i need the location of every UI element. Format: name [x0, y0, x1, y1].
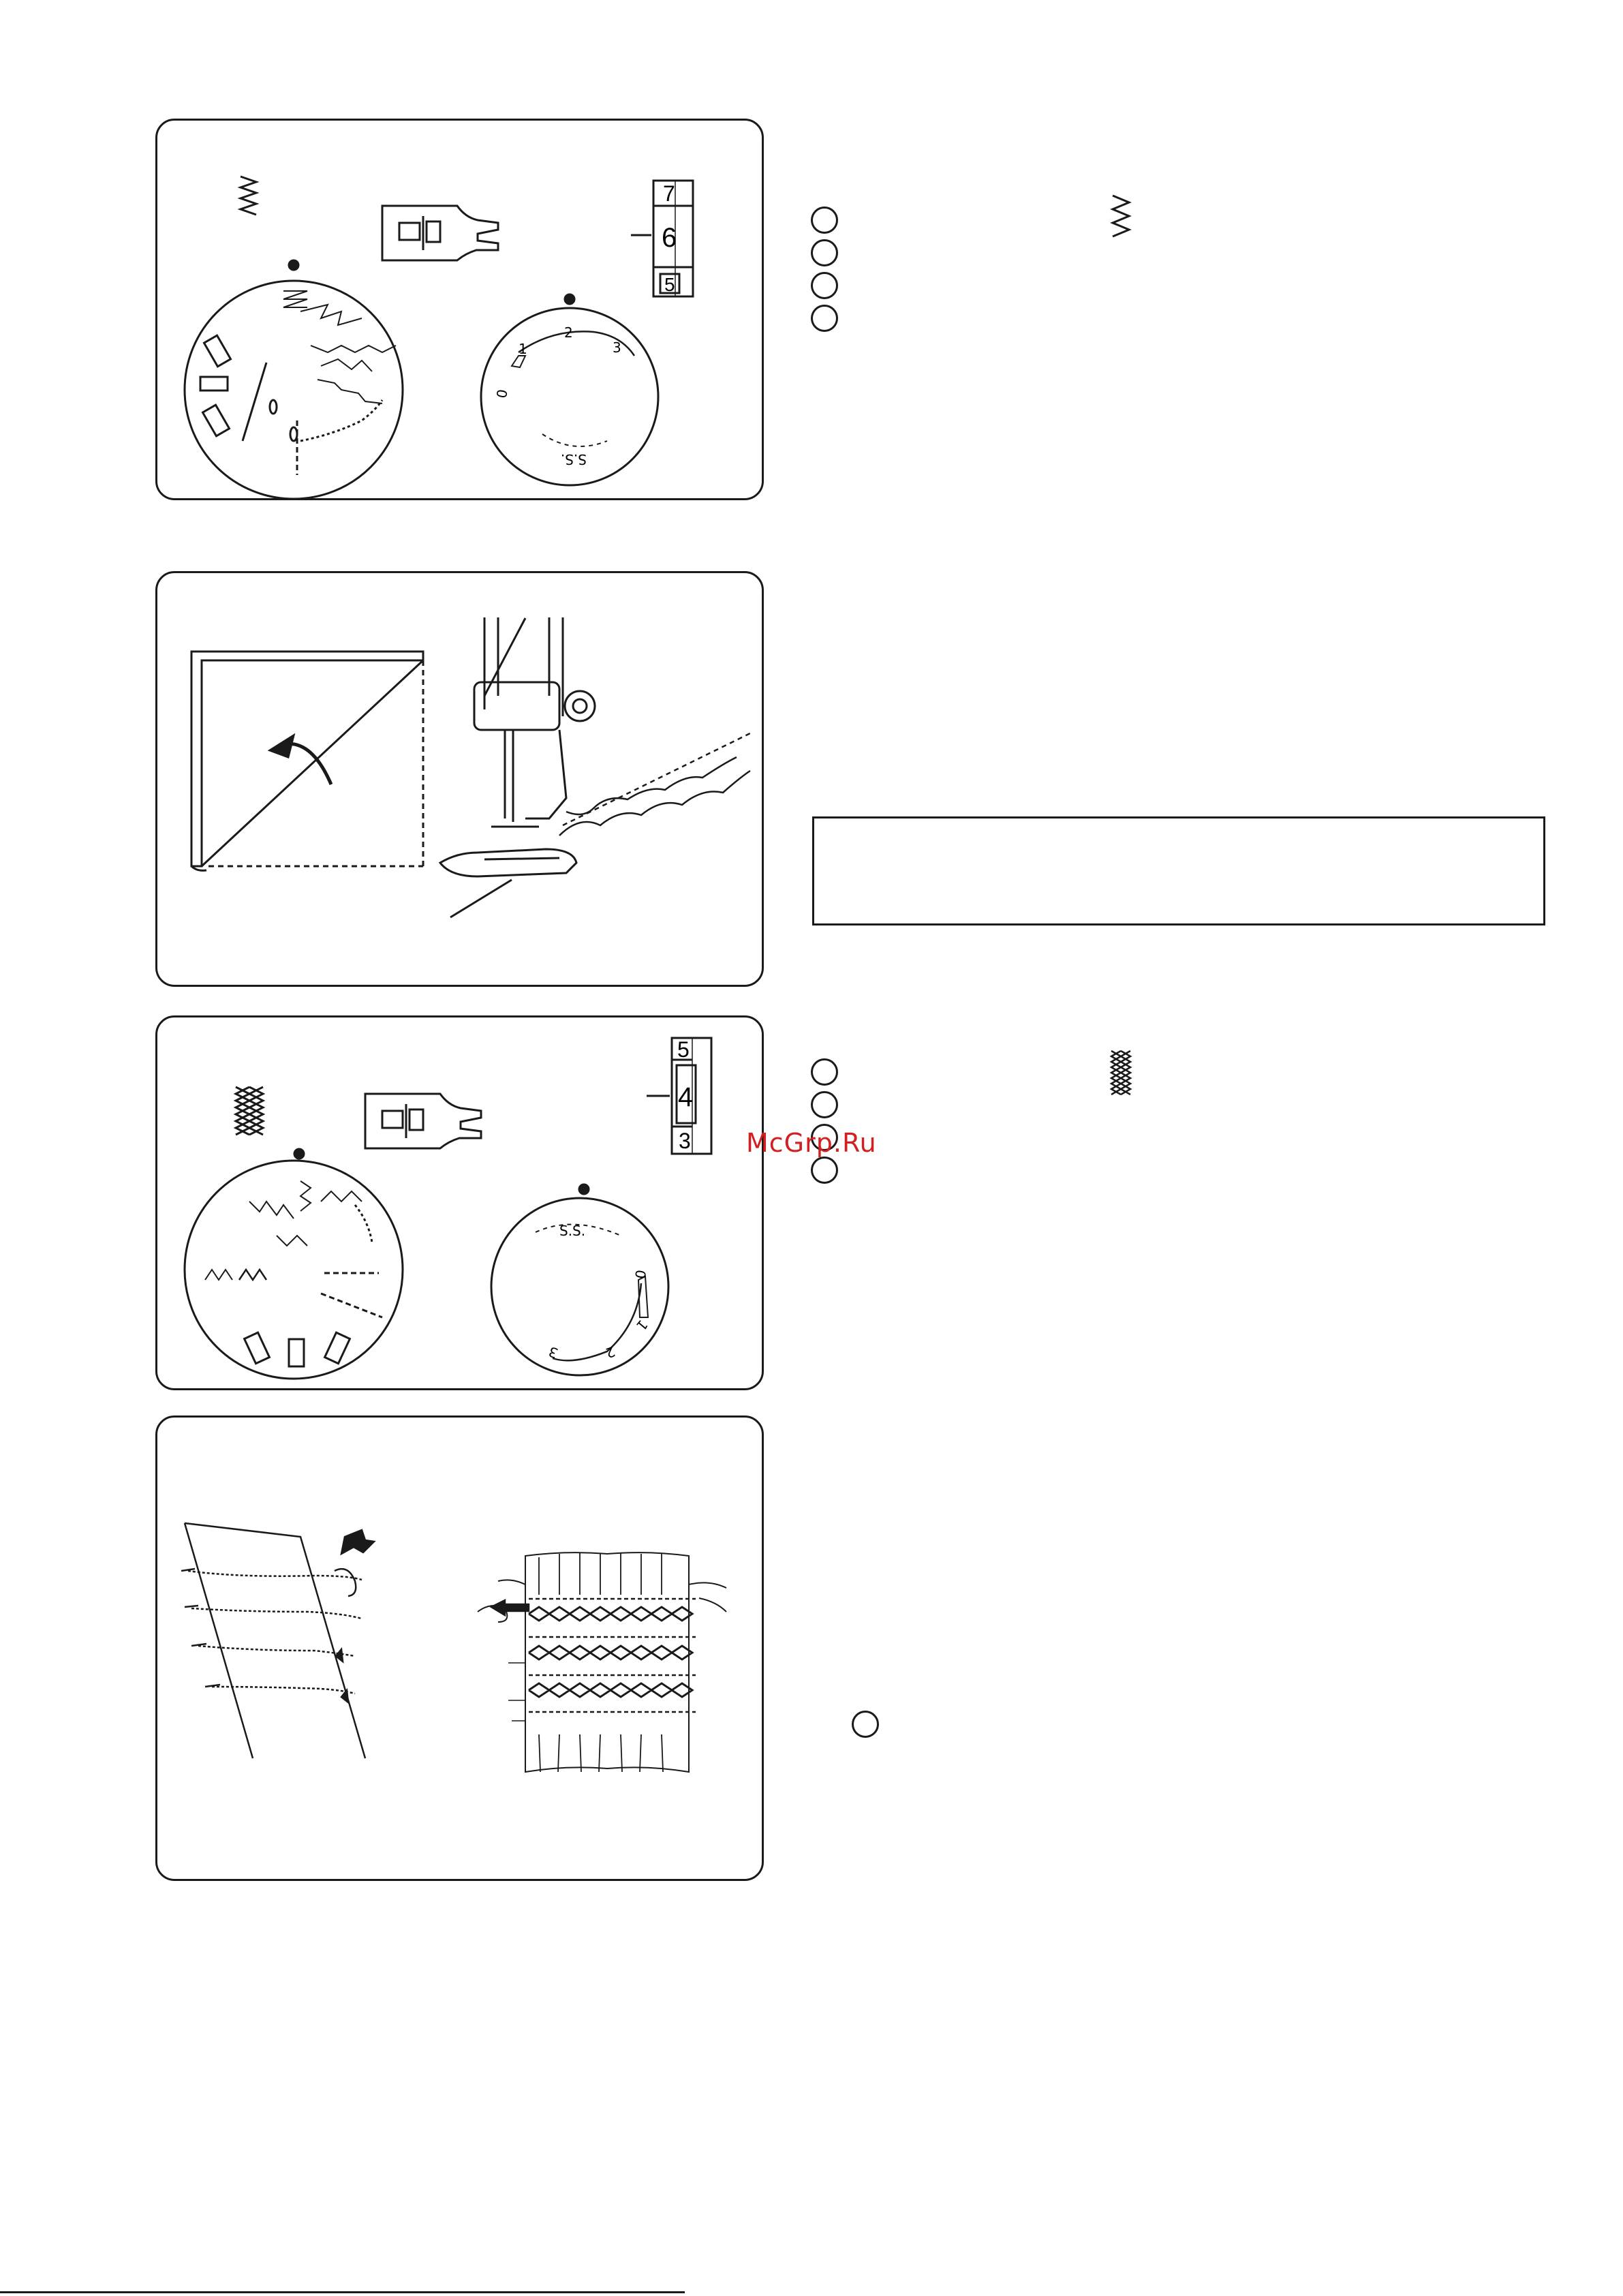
step-marker-1: [811, 1058, 838, 1086]
length-mark-3: 3: [613, 339, 621, 356]
smocking-panel: [155, 1415, 764, 1881]
shell-tuck-stitching: [559, 733, 750, 836]
width-mark-selected: 6: [662, 223, 677, 253]
step-marker-2: [811, 239, 838, 266]
width-mark-top: 5: [677, 1037, 690, 1062]
step-marker-4: [811, 1157, 838, 1184]
length-mark-ss: S.S.: [559, 1223, 586, 1239]
step-marker-2: [811, 1091, 838, 1118]
length-mark-0: 0: [493, 388, 511, 400]
step-marker-1: [811, 206, 838, 234]
settings-panel-1: [155, 119, 764, 500]
length-mark-1: 1: [519, 341, 527, 357]
pattern-selector-dial[interactable]: [185, 1149, 403, 1379]
width-mark-top: 7: [663, 181, 675, 206]
settings-illustration-1: [157, 121, 766, 502]
shell-tuck-panel: [155, 571, 764, 987]
settings-panel-2: [155, 1015, 764, 1390]
zigzag-pattern-icon: [241, 177, 256, 215]
step-marker-4: [811, 305, 838, 332]
smocking-illustration: [157, 1418, 766, 1883]
length-mark-3: 3: [546, 1343, 561, 1362]
length-mark-2: 2: [603, 1343, 617, 1362]
smocking-stitch-icon: [1107, 1048, 1134, 1099]
settings-illustration-2: [157, 1017, 766, 1392]
bottom-rule: [0, 2291, 685, 2293]
gathering-fabric: [181, 1523, 374, 1758]
fold-direction-arrow-icon: [270, 735, 331, 784]
presser-foot-icon: [382, 206, 498, 260]
step-marker-3: [811, 272, 838, 299]
pattern-selector-dial[interactable]: [185, 260, 403, 499]
presser-foot-icon: [365, 1094, 481, 1148]
note-box: [812, 816, 1545, 925]
width-mark-bottom: 5: [664, 274, 675, 295]
length-mark-0: 0: [631, 1268, 649, 1281]
length-mark-2: 2: [564, 324, 573, 341]
needle-and-presser-foot: [440, 617, 595, 917]
zigzag-stitch-icon: [1107, 193, 1134, 241]
width-mark-bottom: 3: [679, 1129, 691, 1153]
shell-tuck-illustration: [157, 573, 766, 989]
folded-fabric: [191, 652, 423, 870]
step-marker-1: [852, 1711, 879, 1738]
width-mark-selected: 4: [678, 1082, 694, 1112]
smocking-pattern-icon: [236, 1087, 263, 1135]
watermark: McGrp.Ru: [746, 1128, 877, 1158]
smocked-fabric: [478, 1552, 726, 1772]
stitch-length-dial[interactable]: [491, 1184, 668, 1375]
length-mark-1: 1: [633, 1316, 651, 1334]
length-mark-ss: S.S.: [560, 451, 587, 468]
